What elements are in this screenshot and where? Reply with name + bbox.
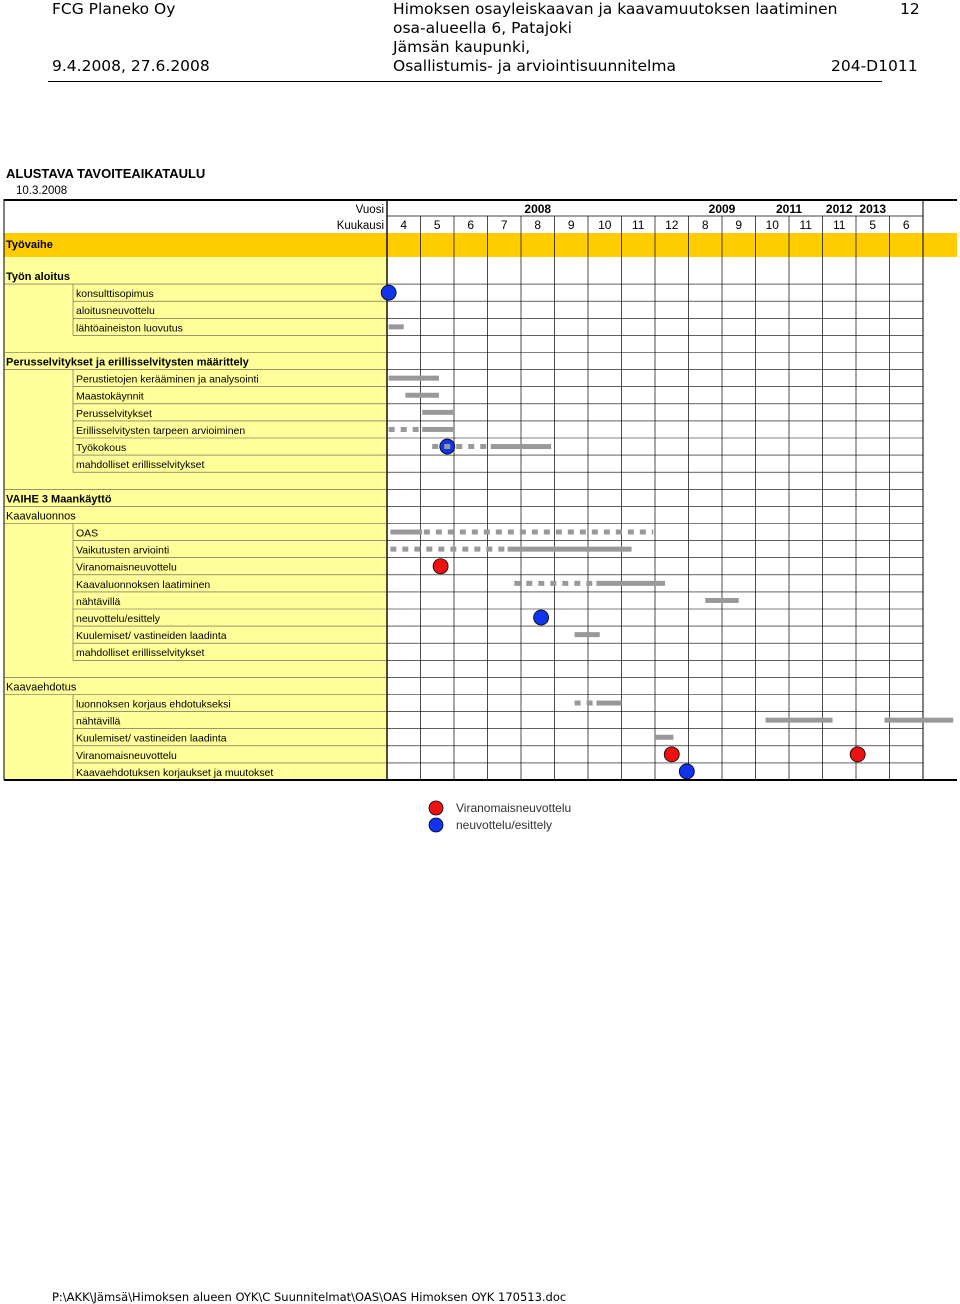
year-label: Vuosi xyxy=(355,204,384,216)
year-2012: 2012 xyxy=(825,202,853,216)
month-7: 11 xyxy=(632,218,645,232)
company-name: FCG Planeko Oy xyxy=(52,0,176,18)
timeline-bar-26-0 xyxy=(766,718,833,723)
month-0: 4 xyxy=(400,218,408,232)
task-label-1: konsulttisopimus xyxy=(76,288,154,301)
page-number: 12 xyxy=(900,0,920,18)
task-label-3: lähtöaineiston luovutus xyxy=(76,322,183,335)
red-meeting-dot-28-1 xyxy=(850,747,865,762)
month-11: 10 xyxy=(765,218,779,232)
task-label-22: mahdolliset erillisselvitykset xyxy=(76,647,205,660)
task-label-19: nähtävillä xyxy=(76,595,121,608)
task-label-16: Vaikutusten arviointi xyxy=(76,544,170,557)
month-2: 6 xyxy=(467,218,475,232)
timeline-bar-21-0 xyxy=(575,632,600,637)
red-meeting-dot-28-0 xyxy=(664,747,679,762)
blue-meeting-dot-29-0 xyxy=(679,764,694,779)
schedule-title: ALUSTAVA TAVOITEAIKATAULU xyxy=(6,166,206,181)
month-12: 11 xyxy=(799,218,812,232)
document-title-line3: Jämsän kaupunki, xyxy=(393,38,531,56)
timeline-bar-27-0 xyxy=(655,735,673,740)
section-label-0: Työn aloitus xyxy=(6,271,70,283)
month-10: 9 xyxy=(735,218,743,232)
month-6: 10 xyxy=(598,218,612,232)
task-label-28: Viranomaisneuvottelu xyxy=(76,749,177,762)
blue-meeting-dot-20-0 xyxy=(534,610,549,625)
header-rule xyxy=(48,81,882,82)
task-label-10: Työkokous xyxy=(76,442,127,454)
schedule-chart xyxy=(0,150,960,850)
month-4: 8 xyxy=(534,218,542,232)
document-code: 204-D1011 xyxy=(831,57,918,75)
task-label-20: neuvottelu/esittely xyxy=(76,613,161,625)
month-14: 5 xyxy=(869,218,877,232)
year-2013: 2013 xyxy=(859,202,887,216)
task-label-11: mahdolliset erillisselvitykset xyxy=(76,459,205,472)
year-2008: 2008 xyxy=(524,202,552,216)
month-15: 6 xyxy=(902,218,910,232)
task-label-21: Kuulemiset/ vastineiden laadinta xyxy=(76,630,227,643)
schedule-frame-top xyxy=(4,199,957,201)
document-title-line1: Himoksen osayleiskaavan ja kaavamuutoksen laatiminen xyxy=(393,0,838,18)
task-label-2: aloitusneuvottelu xyxy=(76,305,155,318)
section-label-24: Kaavaehdotus xyxy=(6,681,77,694)
task-label-8: Perusselvitykset xyxy=(76,407,152,420)
month-label: Kuukausi xyxy=(336,220,384,232)
month-5: 9 xyxy=(567,218,575,232)
task-label-29: Kaavaehdotuksen korjaukset ja muutokset xyxy=(76,766,274,779)
timeline-bar-15-0 xyxy=(390,530,422,535)
legend-label-1: neuvottelu/esittely xyxy=(456,818,553,832)
month-3: 7 xyxy=(500,218,508,232)
task-label-26: nähtävillä xyxy=(76,715,121,728)
timeline-bar-3-0 xyxy=(389,324,404,329)
legend-label-0: Viranomaisneuvottelu xyxy=(456,801,572,815)
task-label-7: Maastokäynnit xyxy=(76,390,144,403)
section-label-13: VAIHE 3 Maankäyttö xyxy=(6,493,112,506)
month-8: 12 xyxy=(665,218,679,232)
section-label-14: Kaavaluonnos xyxy=(6,510,76,523)
document-dates: 9.4.2008, 27.6.2008 xyxy=(52,57,210,75)
timeline-bar-19-0 xyxy=(705,598,739,603)
red-meeting-dot-17-0 xyxy=(433,559,448,574)
blue-meeting-dot-1-0 xyxy=(381,285,396,300)
timeline-bar-7-0 xyxy=(405,393,439,398)
schedule-frame-bottom xyxy=(4,779,957,781)
task-label-17: Viranomaisneuvottelu xyxy=(76,561,177,574)
month-9: 8 xyxy=(701,218,709,232)
timeline-bar-8-0 xyxy=(422,410,454,415)
document-title-line2: osa-alueella 6, Patajoki xyxy=(393,19,572,37)
legend-red-dot xyxy=(429,801,443,815)
document-type: Osallistumis- ja arviointisuunnitelma xyxy=(393,57,676,75)
task-label-27: Kuulemiset/ vastineiden laadinta xyxy=(76,732,227,745)
month-13: 11 xyxy=(833,218,846,232)
task-label-9: Erillisselvitysten tarpeen arvioiminen xyxy=(76,424,246,437)
task-label-6: Perustietojen kerääminen ja analysointi xyxy=(76,373,259,386)
schedule-date: 10.3.2008 xyxy=(16,185,68,197)
timeline-bar-26-1 xyxy=(884,718,953,723)
timeline-bar-9-1 xyxy=(422,427,454,432)
timeline-bar-16-1 xyxy=(508,547,632,552)
task-label-25: luonnoksen korjaus ehdotukseksi xyxy=(76,698,231,711)
timeline-bar-10-2 xyxy=(491,444,551,449)
timeline-bar-6-0 xyxy=(389,376,439,381)
year-2011: 2011 xyxy=(775,202,803,216)
timeline-bar-18-1 xyxy=(596,581,665,586)
footer-file-path: P:\AKK\Jämsä\Himoksen alueen OYK\C Suunnitelmat\OAS\OAS Himoksen OYK 170513.doc xyxy=(52,1290,567,1304)
year-2009: 2009 xyxy=(708,202,736,216)
phase-label: Työvaihe xyxy=(6,239,53,251)
month-1: 5 xyxy=(433,218,441,232)
phase-header-background xyxy=(4,233,957,257)
timeline-bar-25-1 xyxy=(596,701,621,706)
legend-blue-dot xyxy=(429,818,443,832)
task-label-18: Kaavaluonnoksen laatiminen xyxy=(76,578,211,591)
task-label-15: OAS xyxy=(76,527,99,540)
section-label-5: Perusselvitykset ja erillisselvitysten määrittely xyxy=(6,356,249,369)
